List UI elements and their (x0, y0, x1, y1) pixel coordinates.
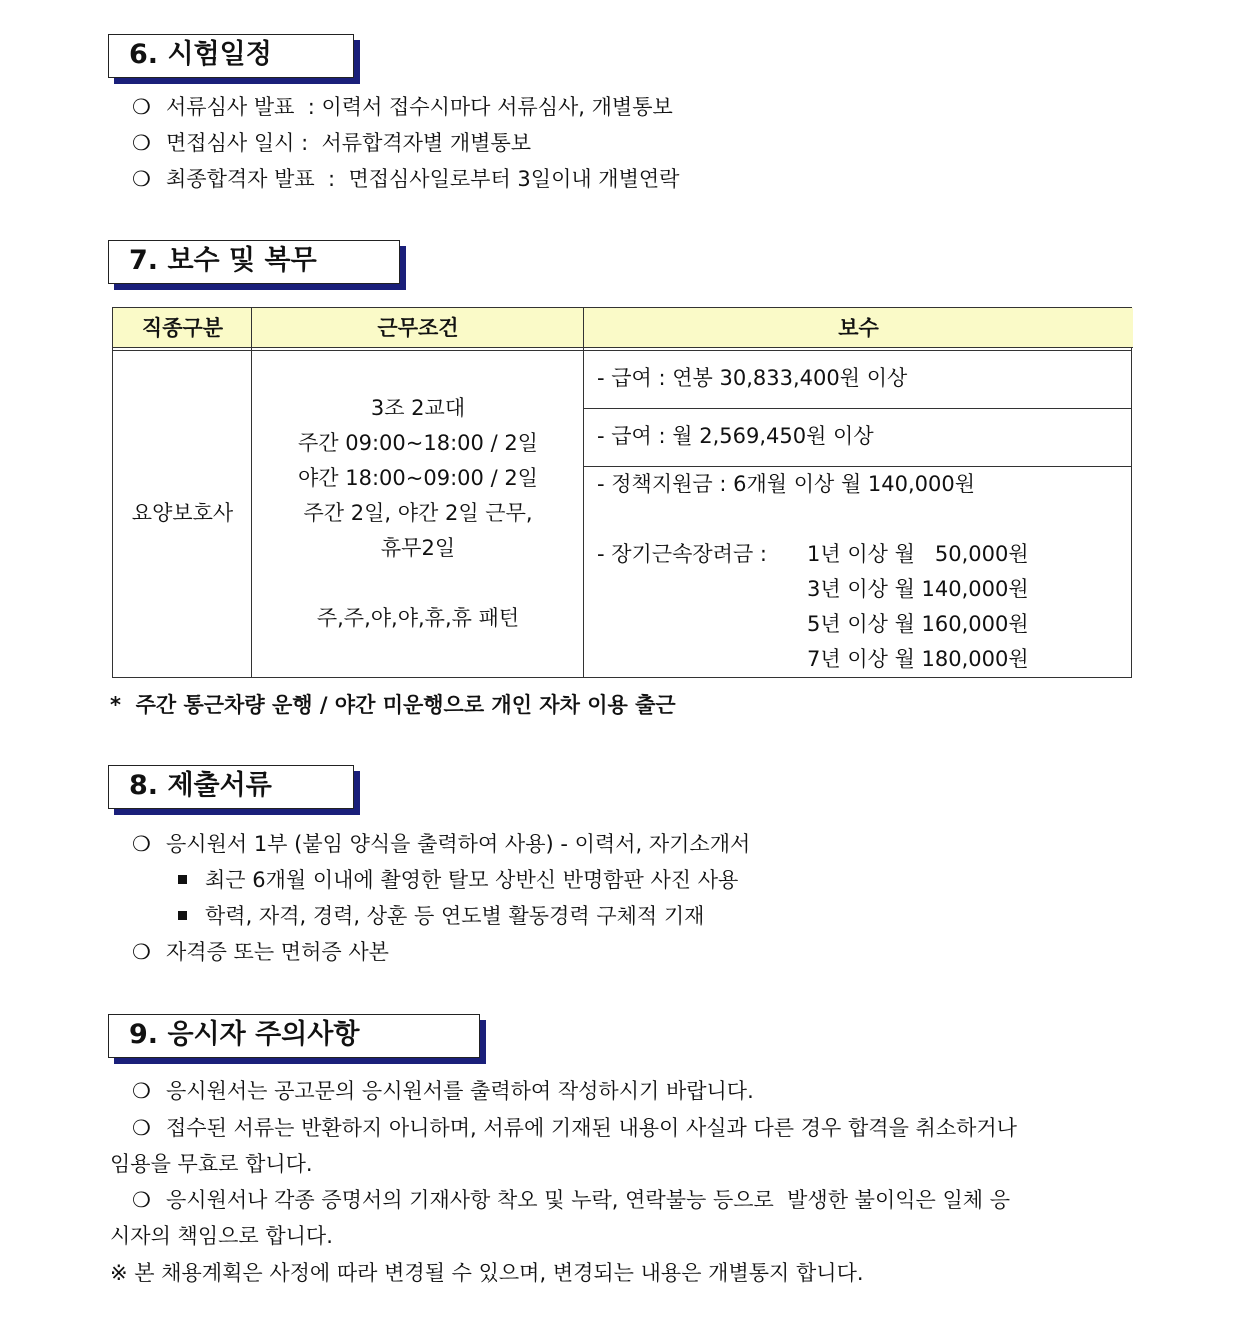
notice-paragraph: ❍ 응시원서는 공고문의 응시원서를 출력하여 작성하시기 바랍니다. (132, 1079, 754, 1103)
row-divider (584, 408, 1131, 409)
circle-bullet-icon: ❍ (132, 1079, 151, 1103)
section-6-title: 6. 시험일정 (108, 34, 354, 78)
section-7-title: 7. 보수 및 복무 (108, 240, 400, 284)
pay-longterm-label: - 장기근속장려금 : (597, 542, 768, 566)
condition-line: 주간 2일, 야간 2일 근무, (303, 501, 533, 525)
pay-policy: - 정책지원금 : 6개월 이상 월 140,000원 (597, 472, 976, 496)
square-bullet-icon (178, 911, 187, 920)
section-8-title: 8. 제출서류 (108, 765, 354, 809)
notice-paragraph-cont: 임용을 무효로 합니다. (110, 1152, 313, 1176)
table-header-pay: 보수 (584, 308, 1133, 348)
sub-list-item: 학력, 자격, 경력, 상훈 등 연도별 활동경력 구체적 기재 (178, 902, 704, 930)
circle-bullet-icon: ❍ (132, 167, 151, 191)
list-item: ❍ 자격증 또는 면허증 사본 (132, 940, 389, 964)
condition-line: 3조 2교대 (370, 396, 466, 420)
condition-line: 휴무2일 (380, 536, 456, 560)
salary-table (112, 307, 1132, 678)
section-9-title: 9. 응시자 주의사항 (108, 1014, 480, 1058)
table-header-job: 직종구분 (113, 308, 252, 348)
list-item: ❍ 면접심사 일시 : 서류합격자별 개별통보 (132, 131, 532, 155)
condition-line: 야간 18:00~09:00 / 2일 (298, 466, 538, 490)
condition-line: 주,주,야,야,휴,휴 패턴 (316, 606, 520, 630)
pay-longterm-item: 1년 이상 월 50,000원 (807, 542, 1029, 566)
pay-longterm-item: 5년 이상 월 160,000원 (807, 612, 1029, 636)
table-header-conditions: 근무조건 (252, 308, 584, 348)
pay-longterm-item: 7년 이상 월 180,000원 (807, 647, 1029, 671)
circle-bullet-icon: ❍ (132, 1188, 151, 1212)
header-divider (113, 348, 1131, 351)
square-bullet-icon (178, 875, 187, 884)
list-item: ❍ 서류심사 발표 : 이력서 접수시마다 서류심사, 개별통보 (132, 95, 673, 119)
circle-bullet-icon: ❍ (132, 131, 151, 155)
notice-paragraph: ❍ 접수된 서류는 반환하지 아니하며, 서류에 기재된 내용이 사실과 다른 경우 합격을 취소하거나 (132, 1116, 1017, 1140)
notice-paragraph: ❍ 응시원서나 각종 증명서의 기재사항 착오 및 누락, 연락불능 등으로 발생한 불이익은 일체 응 (132, 1188, 1011, 1212)
circle-bullet-icon: ❍ (132, 832, 151, 856)
final-notice: ※ 본 채용계획은 사정에 따라 변경될 수 있으며, 변경되는 내용은 개별통지 합니다. (110, 1261, 864, 1285)
circle-bullet-icon: ❍ (132, 95, 151, 119)
list-item: ❍ 최종합격자 발표 : 면접심사일로부터 3일이내 개별연락 (132, 167, 680, 191)
pay-annual: - 급여 : 연봉 30,833,400원 이상 (597, 366, 908, 390)
circle-bullet-icon: ❍ (132, 1116, 151, 1140)
list-item: ❍ 응시원서 1부 (붙임 양식을 출력하여 사용) - 이력서, 자기소개서 (132, 832, 751, 856)
job-type-cell: 요양보호사 (131, 501, 234, 525)
pay-longterm-item: 3년 이상 월 140,000원 (807, 577, 1029, 601)
commute-note: * 주간 통근차량 운행 / 야간 미운행으로 개인 자차 이용 출근 (110, 693, 676, 717)
sub-list-item: 최근 6개월 이내에 촬영한 탈모 상반신 반명함판 사진 사용 (178, 866, 738, 894)
notice-paragraph-cont: 시자의 책임으로 합니다. (110, 1224, 333, 1248)
condition-line: 주간 09:00~18:00 / 2일 (298, 431, 538, 455)
pay-monthly: - 급여 : 월 2,569,450원 이상 (597, 424, 874, 448)
circle-bullet-icon: ❍ (132, 940, 151, 964)
